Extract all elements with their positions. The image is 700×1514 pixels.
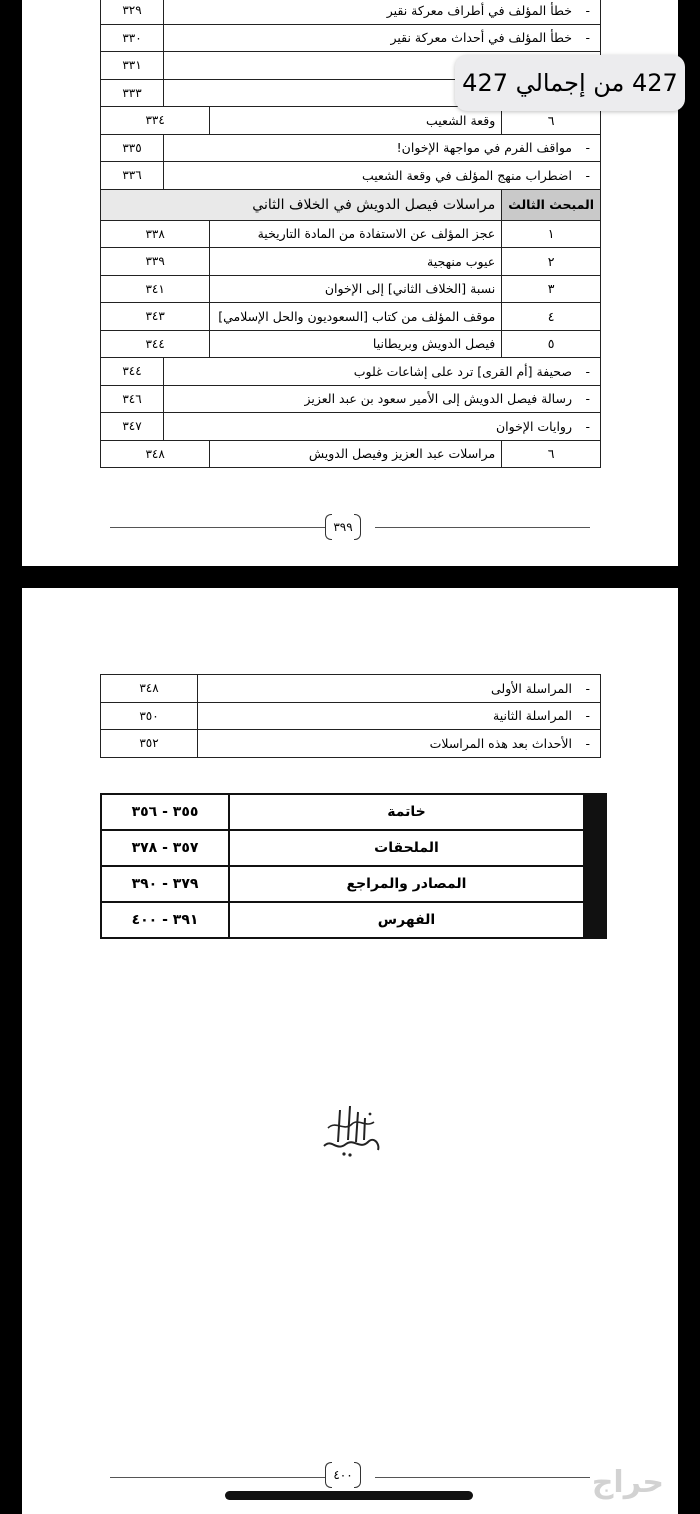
item-page: ٣٣٨ [101,220,210,248]
subitem-page: ٣٢٩ [101,0,164,24]
footer-rule-left [110,1477,325,1478]
item-number: ٦ [502,440,601,468]
table-row [101,275,601,303]
table-row [101,440,601,468]
document-page-400 [22,588,678,1514]
footer-rule-left [110,527,325,528]
item-number: ٣ [502,275,601,303]
subitem-title: - الأحداث بعد هذه المراسلات [198,730,601,758]
summary-range: ٣٥٥ - ٣٥٦ [101,794,229,830]
subitem-title: - روايات الإخوان [164,413,601,441]
item-title: نسبة [الخلاف الثاني] إلى الإخوان [210,275,502,303]
subitem-page: ٣٣٦ [101,162,164,190]
summary-title: المصادر والمراجع [229,866,584,902]
table-row [101,675,601,703]
subitem-page: ٣٣١ [101,52,164,80]
item-page: ٣٣٩ [101,248,210,276]
subitem-page: ٣٤٧ [101,413,164,441]
item-title: وقعة الشعيب [210,107,502,135]
summary-row [101,830,606,866]
table-row [101,162,601,190]
subitem-page: ٣٥٢ [101,730,198,758]
table-row [101,385,601,413]
table-row [101,0,601,24]
table-row [101,303,601,331]
subitem-page: ٣٣٣ [101,79,164,107]
subitem-title: - خطأ المؤلف في أحداث معركة نقير [164,24,601,52]
item-page: ٣٤١ [101,275,210,303]
item-page: ٣٤٨ [101,440,210,468]
toc-rows [101,675,601,758]
item-number: ٥ [502,330,601,358]
item-title: عيوب منهجية [210,248,502,276]
summary-row [101,794,606,830]
table-row [101,189,601,220]
subitem-title: - اضطراب منهج المؤلف في وقعة الشعيب [164,162,601,190]
summary-range: ٣٩١ - ٤٠٠ [101,902,229,938]
item-title: فيصل الدويش وبريطانيا [210,330,502,358]
signature-calligraphy [318,1098,386,1160]
summary-title: خاتمة [229,794,584,830]
item-page: ٣٤٣ [101,303,210,331]
summary-rows [101,794,606,938]
subitem-page: ٣٣٠ [101,24,164,52]
home-indicator-bar[interactable] [225,1491,473,1500]
item-number: ١ [502,220,601,248]
subitem-title: - المراسلة الثانية [198,702,601,730]
subitem-title: - خطأ المؤلف في أطراف معركة نقير [164,0,601,24]
row-marker [584,830,606,866]
summary-table [100,793,607,939]
subitem-page: ٣٤٦ [101,385,164,413]
toc-table-continued [100,674,601,758]
watermark-logo: حراج [591,1465,664,1500]
summary-range: ٣٧٩ - ٣٩٠ [101,866,229,902]
row-marker [584,794,606,830]
table-row [101,702,601,730]
subitem-title: - المراسلة الأولى [198,675,601,703]
subitem-title: - رسالة فيصل الدويش إلى الأمير سعود بن عبد العزيز [164,385,601,413]
table-row [101,330,601,358]
row-marker [584,902,606,938]
item-title: مراسلات عبد العزيز وفيصل الدويش [210,440,502,468]
item-title: موقف المؤلف من كتاب [السعوديون والحل الإسلامي] [210,303,502,331]
table-row [101,134,601,162]
item-page: ٣٤٤ [101,330,210,358]
page-count-badge: 427 من إجمالي 427 [455,55,685,111]
subitem-title: - صحيفة [أم القرى] ترد على إشاعات غلوب [164,358,601,386]
item-title: عجز المؤلف عن الاستفادة من المادة التاريخية [210,220,502,248]
table-row [101,220,601,248]
subitem-page: ٣٤٤ [101,358,164,386]
section-title: مراسلات فيصل الدويش في الخلاف الثاني [101,189,502,220]
summary-title: الملحقات [229,830,584,866]
footer-rule-right [375,1477,590,1478]
summary-range: ٣٥٧ - ٣٧٨ [101,830,229,866]
item-number: ٢ [502,248,601,276]
table-row [101,358,601,386]
item-number: ٤ [502,303,601,331]
row-marker [584,866,606,902]
item-page: ٣٣٤ [101,107,210,135]
subitem-page: ٣٣٥ [101,134,164,162]
table-row [101,248,601,276]
subitem-title: - مواقف الفرم في مواجهة الإخوان! [164,134,601,162]
item-number: ٦ [502,107,601,135]
summary-title: الفهرس [229,902,584,938]
footer-rule-right [375,527,590,528]
page-number: ٤٠٠ [325,1462,361,1488]
table-row [101,413,601,441]
summary-row [101,902,606,938]
subitem-page: ٣٥٠ [101,702,198,730]
table-row [101,730,601,758]
summary-row [101,866,606,902]
table-row [101,24,601,52]
subitem-page: ٣٤٨ [101,675,198,703]
page-number: ٣٩٩ [325,514,361,540]
section-label: المبحث الثالث [502,189,601,220]
